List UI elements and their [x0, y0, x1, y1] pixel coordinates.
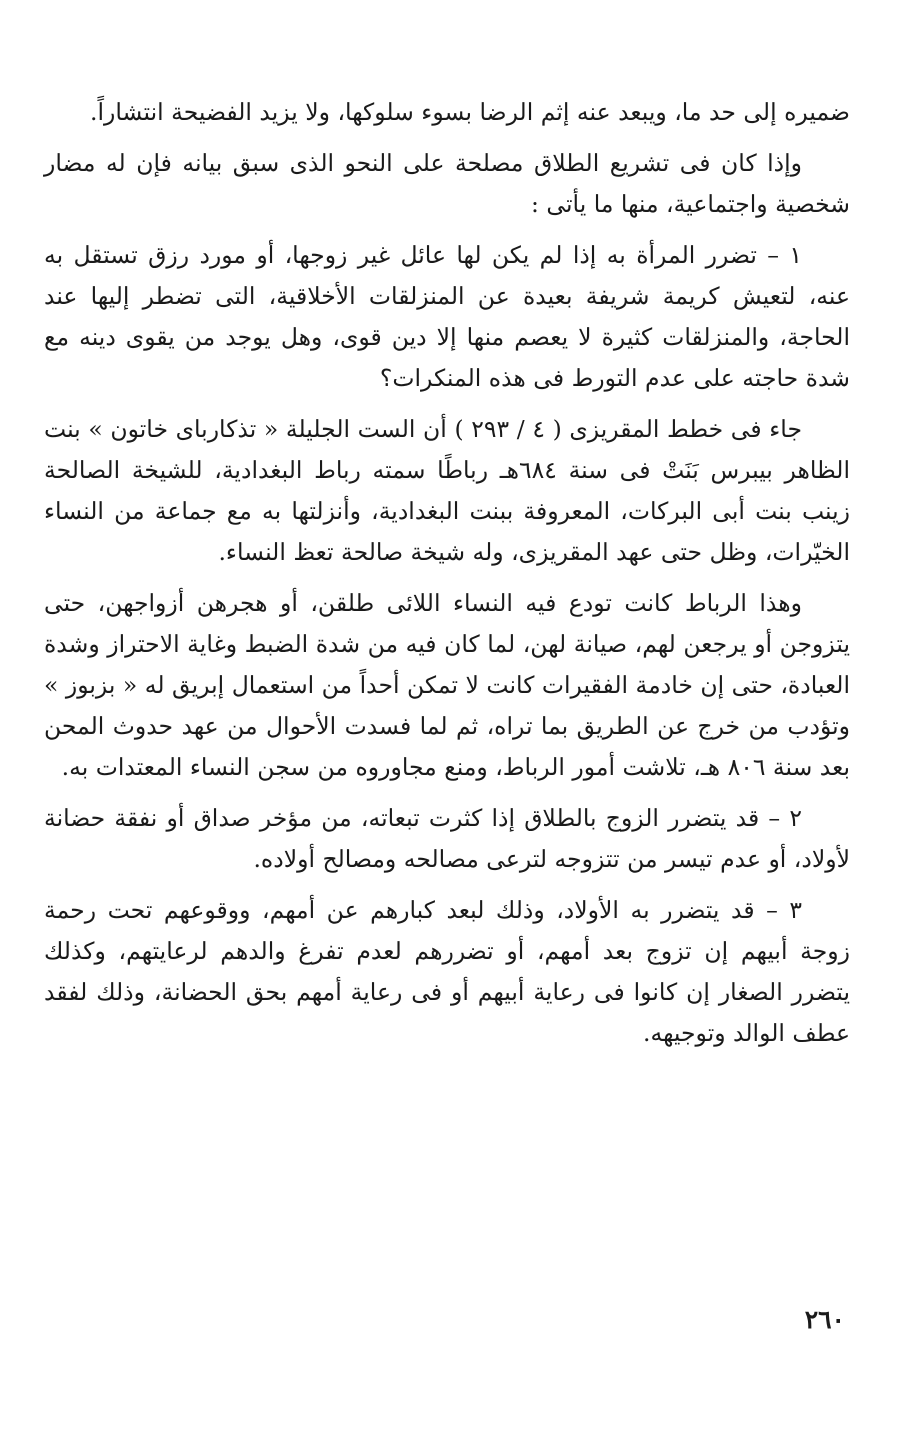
paragraph-ribat-description: وهذا الرباط كانت تودع فيه النساء اللائى طلقن، أو هجرهن أزواجهن، حتى يتزوجن أو يرجعن لهم، صيانة لهن، لما كان فيه من شدة الضبط وغاية الاحتراز وشدة العبادة، حتى إن خادمة الفقيرات كانت لا تمكن أحداً من استعمال إبريق له « بزبوز » وتؤدب من خرج عن الطريق بما تراه، ثم لما فسدت الأحوال من عهد حدوث المحن بعد سنة ٨٠٦ هـ، تلاشت أمور الرباط، ومنع مجاوروه من سجن النساء المعتدات به.: [44, 589, 850, 781]
page-number: ٢٦٠: [804, 1305, 845, 1334]
paragraph-divorce-harms-intro: وإذا كان فى تشريع الطلاق مصلحة على النحو الذى سبق بيانه فإن له مضار شخصية واجتماعية، منها ما يأتى :: [44, 149, 850, 218]
paragraph-harm-to-children: ٣ – قد يتضرر به الأولاد، وذلك لبعد كبارهم عن أمهم، ووقوعهم تحت رحمة زوجة أبيهم إن تزوج بعد أمهم، أو تضررهم لعدم تفرغ والدهم لرعايتهم، وكذلك يتضرر الصغار إن كانوا فى رعاية أبيهم أو فى رعاية أمهم بحق الحضانة، وذلك لفقد عطف الوالد وتوجيهه.: [44, 896, 850, 1047]
page-body: [44, 92, 850, 1064]
paragraph-maqrizi-ribat: جاء فى خطط المقريزى ( ٤ / ٢٩٣ ) أن الست الجليلة « تذكارباى خاتون » بنت الظاهر بيبرس بَنَتْ فى سنة ٦٨٤هـ رباطًا سمته رباط البغدادية، للشيخة الصالحة زينب بنت أبى البركات، المعروفة ببنت البغدادية، وأنزلتها به مع جماعة من النساء الخيّرات، وظل حتى عهد المقريزى، وله شيخة صالحة تعظ النساء.: [44, 415, 850, 566]
paragraph-harm-to-husband: ٢ – قد يتضرر الزوج بالطلاق إذا كثرت تبعاته، من مؤخر صداق أو نفقة حضانة لأولاد، أو عدم تيسر من تتزوجه لترعى مصالحه ومصالح أولاده.: [44, 804, 850, 873]
paragraph-harm-to-woman: ١ – تضرر المرأة به إذا لم يكن لها عائل غير زوجها، أو مورد رزق تستقل به عنه، لتعيش كريمة شريفة بعيدة عن المنزلقات الأخلاقية، التى تضطر إليها عند الحاجة، والمنزلقات كثيرة لا يعصم منها إلا دين قوى، وهل يوجد من يقوى دينه مع شدة حاجته على عدم التورط فى هذه المنكرات؟: [44, 241, 850, 392]
paragraph-continuation: ضميره إلى حد ما، ويبعد عنه إثم الرضا بسوء سلوكها، ولا يزيد الفضيحة انتشاراً.: [90, 98, 850, 126]
